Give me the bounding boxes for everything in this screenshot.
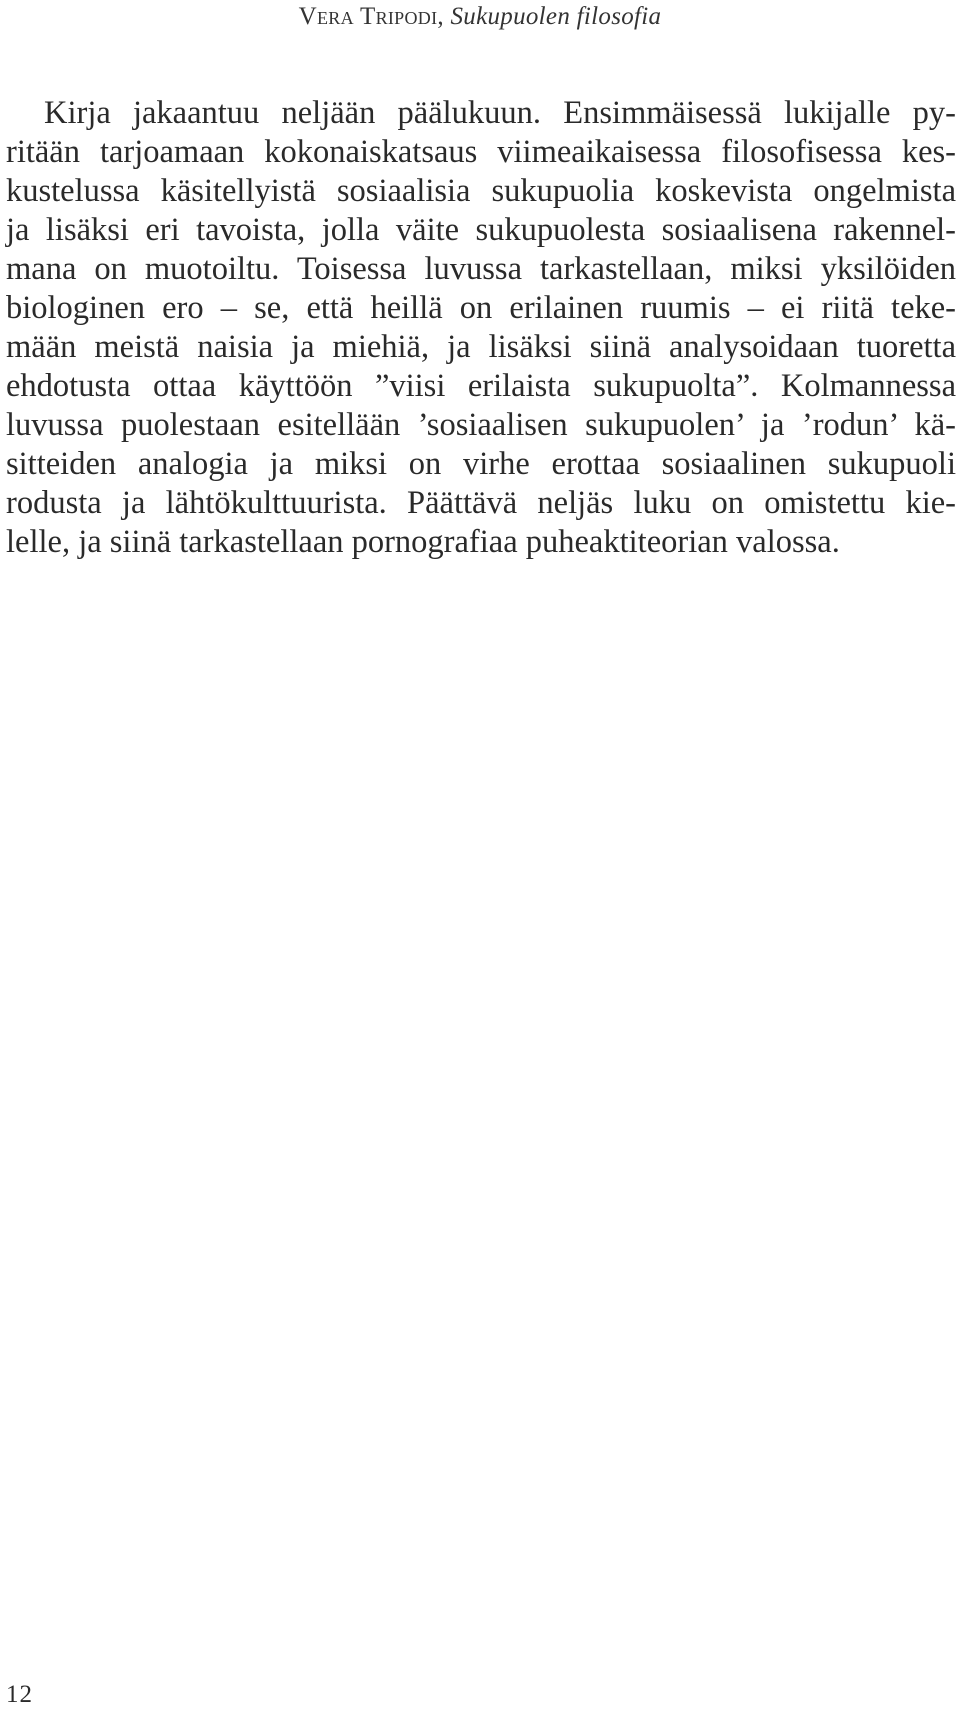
paragraph-line: rodusta ja lähtökulttuurista. Päättävä neljäs luku on omistettu kie- <box>6 485 956 521</box>
running-head-author: Vera Tripodi <box>298 3 438 30</box>
paragraph-line: mana on muotoiltu. Toisessa luvussa tarkastellaan, miksi yksilöiden <box>6 251 956 287</box>
paragraph-line: kustelussa käsitellyistä sosiaalisia sukupuolia koskevista ongelmista <box>6 173 956 209</box>
running-head-separator: , <box>437 3 451 30</box>
running-head-book-title: Sukupuolen filosofia <box>450 3 662 30</box>
paragraph-line: ehdotusta ottaa käyttöön ”viisi erilaista sukupuolta”. Kolmannessa <box>6 368 956 404</box>
paragraph-line: lelle, ja siinä tarkastellaan pornografiaa puheaktiteorian valossa. <box>6 524 840 560</box>
body-paragraph <box>6 94 956 562</box>
paragraph-line: biologinen ero – se, että heillä on erilainen ruumis – ei riitä teke- <box>6 290 956 326</box>
paragraph-line: ja lisäksi eri tavoista, jolla väite sukupuolesta sosiaalisena rakennel- <box>6 212 956 248</box>
page-number: 12 <box>6 1681 33 1708</box>
running-head <box>0 2 960 32</box>
paragraph-line: ritään tarjoamaan kokonaiskatsaus viimeaikaisessa filosofisessa kes- <box>6 134 956 170</box>
paragraph-line: sitteiden analogia ja miksi on virhe erottaa sosiaalinen sukupuoli <box>6 446 956 482</box>
paragraph-line: Kirja jakaantuu neljään päälukuun. Ensimmäisessä lukijalle py- <box>44 95 956 131</box>
paragraph-line: luvussa puolestaan esitellään ’sosiaalisen sukupuolen’ ja ’rodun’ kä- <box>6 407 956 443</box>
paragraph-line: mään meistä naisia ja miehiä, ja lisäksi siinä analysoidaan tuoretta <box>6 329 956 365</box>
